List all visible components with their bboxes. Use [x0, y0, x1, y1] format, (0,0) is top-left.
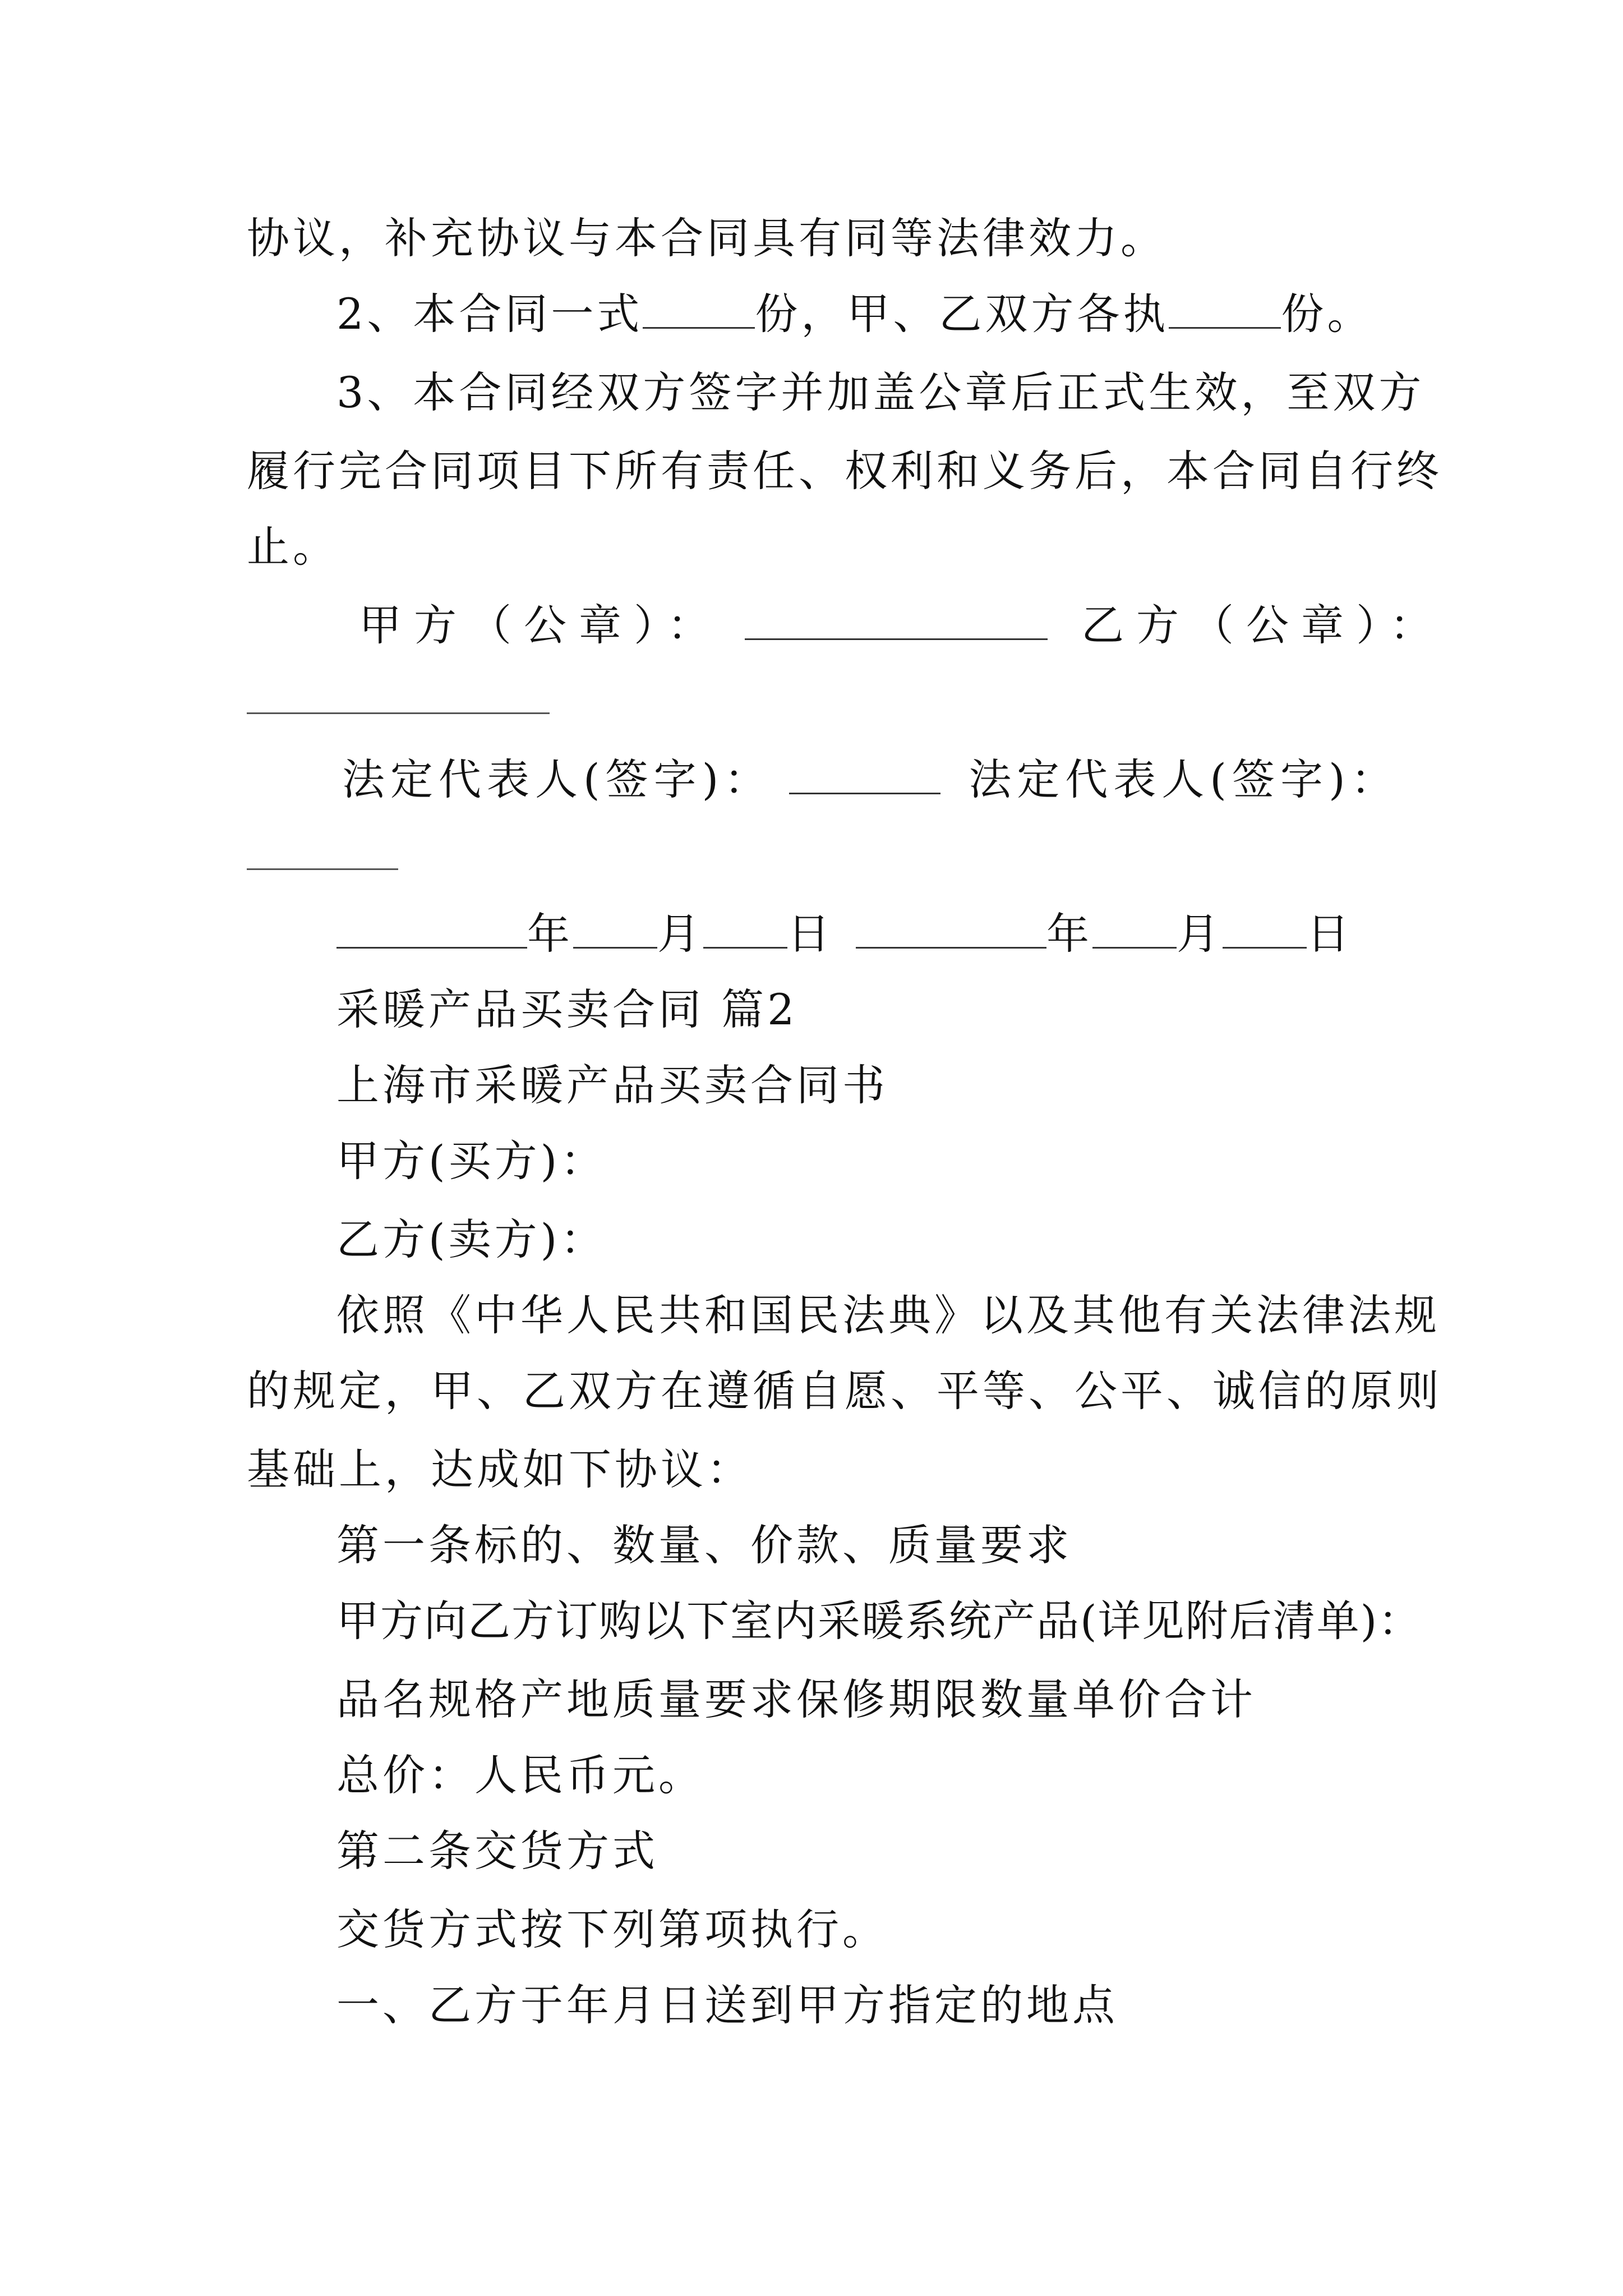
legal-rep-line [342, 752, 1497, 808]
text: 交货方式按下列第项执行。 [336, 1904, 888, 1954]
text: 总价：人民币元。 [336, 1750, 704, 1800]
party-b-seal-blank [247, 712, 550, 714]
text-line [336, 365, 1492, 421]
day-label: 日 [1307, 909, 1353, 959]
text: 甲方向乙方订购以下室内采暖系统产品(详见附后清单)： [336, 1596, 1422, 1646]
text-line [247, 443, 1442, 499]
seal-line [359, 597, 1514, 654]
legal-rep-a-blank [789, 753, 940, 794]
blank-field [643, 288, 755, 329]
text-line [336, 286, 1492, 342]
article-heading [336, 1823, 1492, 1879]
seller-label: 乙方(卖方)： [336, 1214, 607, 1264]
table-header-line [336, 1672, 1492, 1728]
legal-rep-b-label: 法定代表人(签字)： [969, 754, 1399, 804]
title-text: 上海市采暖产品买卖合同书 [336, 1060, 888, 1110]
text-line [247, 1363, 1442, 1419]
date-line [336, 906, 1492, 962]
text: 协议，补充协议与本合同具有同等法律效力。 [247, 213, 1166, 263]
month-label: 月 [657, 909, 703, 959]
text: 品名规格产地质量要求保修期限数量单价合计 [336, 1674, 1256, 1724]
legal-rep-b-blank [247, 868, 398, 870]
text: 基础上，达成如下协议： [247, 1444, 753, 1494]
day-label: 日 [787, 909, 833, 959]
contract-title [336, 1057, 1492, 1114]
legal-rep-a-label: 法定代表人(签字)： [342, 754, 773, 804]
month-label: 月 [1177, 909, 1223, 959]
seller-line [336, 1212, 1492, 1268]
text: 2、本合同一式 [336, 289, 643, 339]
text: 第一条标的、数量、价款、质量要求 [336, 1520, 1072, 1570]
party-b-seal-label: 乙方（公章）： [1081, 600, 1445, 650]
month-blank [1092, 908, 1177, 949]
month-blank [573, 908, 657, 949]
text-line [247, 210, 1402, 266]
day-blank [1223, 908, 1307, 949]
blank-field [1169, 288, 1281, 329]
text: 止。 [247, 522, 339, 572]
day-blank [703, 908, 787, 949]
buyer-line [336, 1133, 1492, 1189]
text-line [247, 519, 1402, 575]
text-line [336, 1287, 1492, 1343]
article-heading [336, 1517, 1492, 1573]
text: 份。 [1281, 289, 1373, 339]
text: 履行完合同项目下所有责任、权利和义务后，本合同自行终 [247, 446, 1442, 496]
year-label: 年 [1046, 909, 1092, 959]
text-line [336, 1977, 1492, 2033]
year-blank [856, 908, 1046, 949]
text: 3、本合同经双方签字并加盖公章后正式生效，至双方 [336, 367, 1425, 417]
text: 一、乙方于年月日送到甲方指定的地点 [336, 1980, 1118, 2030]
text: 第二条交货方式 [336, 1826, 658, 1876]
section-heading [336, 982, 1492, 1038]
text-line [336, 1902, 1492, 1958]
year-label: 年 [527, 909, 573, 959]
text: 的规定，甲、乙双方在遵循自愿、平等、公平、诚信的原则 [247, 1366, 1442, 1416]
text-line [247, 1442, 1402, 1498]
year-blank [336, 908, 527, 949]
total-line [336, 1747, 1492, 1803]
party-a-seal-blank [745, 599, 1048, 640]
buyer-label: 甲方(买方)： [336, 1136, 607, 1186]
text: 份，甲、乙双方各执 [755, 289, 1169, 339]
heading-text: 采暖产品买卖合同 篇2 [336, 984, 798, 1034]
text: 依照《中华人民共和国民法典》以及其他有关法律法规 [336, 1290, 1440, 1340]
party-a-seal-label: 甲方（公章）： [359, 600, 722, 650]
text-line [336, 1593, 1492, 1649]
